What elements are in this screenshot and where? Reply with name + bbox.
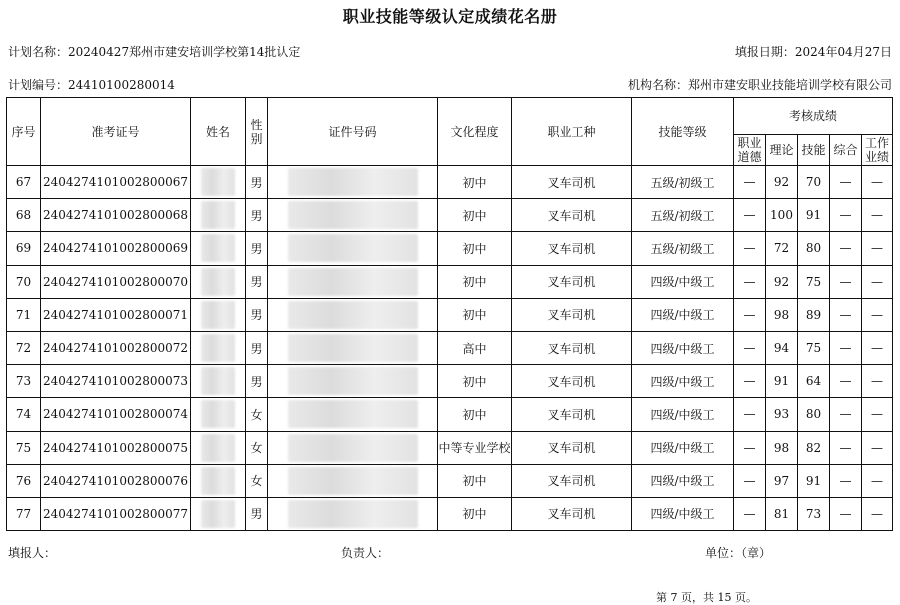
cell-name-redacted xyxy=(191,298,246,331)
cell-exam-no: 2404274101002800067 xyxy=(41,166,191,199)
cell-job: 叉车司机 xyxy=(512,199,632,232)
cell-job: 叉车司机 xyxy=(512,497,632,530)
cell-job: 叉车司机 xyxy=(512,431,632,464)
cell-comprehensive: — xyxy=(830,265,862,298)
header-exam-no: 准考证号 xyxy=(41,98,191,166)
cell-theory: 94 xyxy=(766,331,798,364)
cell-exam-no: 2404274101002800076 xyxy=(41,464,191,497)
cell-level: 四级/中级工 xyxy=(632,398,734,431)
header-level: 技能等级 xyxy=(632,98,734,166)
footer-filler: 填报人： xyxy=(8,546,57,560)
table-row xyxy=(7,398,893,431)
cell-seq: 72 xyxy=(7,331,41,364)
cell-theory: 91 xyxy=(766,365,798,398)
cell-id-redacted xyxy=(268,166,438,199)
redaction-blur xyxy=(288,500,418,528)
cell-education: 初中 xyxy=(438,199,512,232)
header-seq: 序号 xyxy=(7,98,41,166)
cell-skill: 75 xyxy=(798,331,830,364)
redaction-blur xyxy=(201,400,235,428)
cell-performance: — xyxy=(862,464,893,497)
cell-job: 叉车司机 xyxy=(512,331,632,364)
cell-education: 初中 xyxy=(438,365,512,398)
redaction-blur xyxy=(288,467,418,495)
cell-id-redacted xyxy=(268,497,438,530)
table-row xyxy=(7,331,893,364)
cell-performance: — xyxy=(862,199,893,232)
cell-performance: — xyxy=(862,232,893,265)
header-performance: 工作业绩 xyxy=(862,135,893,166)
footer-responsible: 负责人： xyxy=(341,546,390,560)
cell-job: 叉车司机 xyxy=(512,232,632,265)
header-comprehensive: 综合 xyxy=(830,135,862,166)
redaction-blur xyxy=(201,434,235,462)
table-row xyxy=(7,232,893,265)
header-job: 职业工种 xyxy=(512,98,632,166)
cell-exam-no: 2404274101002800077 xyxy=(41,497,191,530)
cell-education: 初中 xyxy=(438,464,512,497)
cell-level: 四级/中级工 xyxy=(632,365,734,398)
cell-ethics: — xyxy=(734,265,766,298)
redaction-blur xyxy=(201,334,235,362)
cell-ethics: — xyxy=(734,166,766,199)
cell-comprehensive: — xyxy=(830,232,862,265)
cell-id-redacted xyxy=(268,464,438,497)
page-indicator: 第 7 页，共 15 页。 xyxy=(656,591,757,604)
cell-name-redacted xyxy=(191,199,246,232)
cell-id-redacted xyxy=(268,199,438,232)
cell-performance: — xyxy=(862,166,893,199)
redaction-blur xyxy=(288,234,418,262)
redaction-blur xyxy=(201,168,235,196)
cell-id-redacted xyxy=(268,298,438,331)
table-row xyxy=(7,199,893,232)
redaction-blur xyxy=(201,467,235,495)
cell-ethics: — xyxy=(734,464,766,497)
cell-seq: 74 xyxy=(7,398,41,431)
cell-skill: 80 xyxy=(798,398,830,431)
cell-education: 初中 xyxy=(438,166,512,199)
cell-job: 叉车司机 xyxy=(512,365,632,398)
cell-skill: 91 xyxy=(798,199,830,232)
header-education: 文化程度 xyxy=(438,98,512,166)
score-roster-table xyxy=(6,97,893,531)
cell-education: 初中 xyxy=(438,298,512,331)
cell-gender: 女 xyxy=(246,398,268,431)
cell-skill: 73 xyxy=(798,497,830,530)
cell-skill: 80 xyxy=(798,232,830,265)
cell-level: 五级/初级工 xyxy=(632,166,734,199)
redaction-blur xyxy=(201,268,235,296)
table-row xyxy=(7,365,893,398)
cell-theory: 93 xyxy=(766,398,798,431)
cell-education: 初中 xyxy=(438,497,512,530)
cell-gender: 男 xyxy=(246,298,268,331)
cell-education: 初中 xyxy=(438,232,512,265)
cell-performance: — xyxy=(862,331,893,364)
cell-comprehensive: — xyxy=(830,365,862,398)
header-gender: 性别 xyxy=(246,98,268,166)
redaction-blur xyxy=(288,201,418,229)
cell-seq: 76 xyxy=(7,464,41,497)
cell-seq: 68 xyxy=(7,199,41,232)
cell-id-redacted xyxy=(268,398,438,431)
cell-exam-no: 2404274101002800068 xyxy=(41,199,191,232)
cell-seq: 75 xyxy=(7,431,41,464)
cell-exam-no: 2404274101002800075 xyxy=(41,431,191,464)
cell-ethics: — xyxy=(734,331,766,364)
redaction-blur xyxy=(288,334,418,362)
cell-name-redacted xyxy=(191,265,246,298)
header-name: 姓名 xyxy=(191,98,246,166)
cell-theory: 100 xyxy=(766,199,798,232)
cell-seq: 71 xyxy=(7,298,41,331)
plan-name: 计划名称：20240427郑州市建安培训学校第14批认定 xyxy=(8,45,301,59)
cell-exam-no: 2404274101002800071 xyxy=(41,298,191,331)
cell-seq: 77 xyxy=(7,497,41,530)
cell-comprehensive: — xyxy=(830,331,862,364)
header-id-no: 证件号码 xyxy=(268,98,438,166)
cell-comprehensive: — xyxy=(830,497,862,530)
cell-skill: 75 xyxy=(798,265,830,298)
cell-ethics: — xyxy=(734,365,766,398)
redaction-blur xyxy=(288,168,418,196)
cell-gender: 男 xyxy=(246,199,268,232)
redaction-blur xyxy=(288,400,418,428)
cell-exam-no: 2404274101002800069 xyxy=(41,232,191,265)
fill-date: 填报日期：2024年04月27日 xyxy=(734,45,892,59)
cell-id-redacted xyxy=(268,365,438,398)
cell-theory: 98 xyxy=(766,431,798,464)
redaction-blur xyxy=(288,367,418,395)
cell-exam-no: 2404274101002800070 xyxy=(41,265,191,298)
cell-skill: 70 xyxy=(798,166,830,199)
cell-ethics: — xyxy=(734,232,766,265)
cell-name-redacted xyxy=(191,331,246,364)
redaction-blur xyxy=(201,201,235,229)
cell-theory: 81 xyxy=(766,497,798,530)
cell-job: 叉车司机 xyxy=(512,464,632,497)
cell-name-redacted xyxy=(191,464,246,497)
cell-skill: 89 xyxy=(798,298,830,331)
table-row xyxy=(7,497,893,530)
redaction-blur xyxy=(201,234,235,262)
cell-id-redacted xyxy=(268,232,438,265)
cell-ethics: — xyxy=(734,298,766,331)
redaction-blur xyxy=(201,367,235,395)
cell-seq: 67 xyxy=(7,166,41,199)
header-skill: 技能 xyxy=(798,135,830,166)
cell-education: 初中 xyxy=(438,398,512,431)
cell-gender: 男 xyxy=(246,232,268,265)
table-row xyxy=(7,431,893,464)
cell-ethics: — xyxy=(734,497,766,530)
header-ethics: 职业道德 xyxy=(734,135,766,166)
cell-performance: — xyxy=(862,265,893,298)
cell-theory: 98 xyxy=(766,298,798,331)
cell-education: 高中 xyxy=(438,331,512,364)
cell-ethics: — xyxy=(734,431,766,464)
cell-level: 五级/初级工 xyxy=(632,199,734,232)
cell-skill: 64 xyxy=(798,365,830,398)
cell-name-redacted xyxy=(191,398,246,431)
cell-gender: 男 xyxy=(246,331,268,364)
cell-gender: 男 xyxy=(246,166,268,199)
cell-seq: 70 xyxy=(7,265,41,298)
cell-exam-no: 2404274101002800072 xyxy=(41,331,191,364)
cell-gender: 男 xyxy=(246,265,268,298)
cell-theory: 92 xyxy=(766,265,798,298)
cell-performance: — xyxy=(862,398,893,431)
table-row xyxy=(7,265,893,298)
cell-job: 叉车司机 xyxy=(512,166,632,199)
cell-job: 叉车司机 xyxy=(512,298,632,331)
cell-level: 四级/中级工 xyxy=(632,431,734,464)
footer-unit: 单位：（章） xyxy=(705,546,772,560)
cell-theory: 92 xyxy=(766,166,798,199)
cell-performance: — xyxy=(862,365,893,398)
cell-level: 四级/中级工 xyxy=(632,265,734,298)
cell-name-redacted xyxy=(191,232,246,265)
cell-performance: — xyxy=(862,497,893,530)
cell-ethics: — xyxy=(734,199,766,232)
cell-education: 中等专业学校 xyxy=(438,431,512,464)
cell-theory: 72 xyxy=(766,232,798,265)
cell-seq: 69 xyxy=(7,232,41,265)
cell-comprehensive: — xyxy=(830,298,862,331)
redaction-blur xyxy=(201,301,235,329)
plan-number: 计划编号：24410100280014 xyxy=(8,78,175,92)
cell-gender: 男 xyxy=(246,365,268,398)
header-scores-group: 考核成绩 xyxy=(734,98,893,135)
cell-gender: 女 xyxy=(246,464,268,497)
cell-exam-no: 2404274101002800073 xyxy=(41,365,191,398)
cell-comprehensive: — xyxy=(830,166,862,199)
header-theory: 理论 xyxy=(766,135,798,166)
cell-exam-no: 2404274101002800074 xyxy=(41,398,191,431)
cell-theory: 97 xyxy=(766,464,798,497)
cell-comprehensive: — xyxy=(830,464,862,497)
cell-gender: 女 xyxy=(246,431,268,464)
cell-id-redacted xyxy=(268,331,438,364)
cell-skill: 82 xyxy=(798,431,830,464)
cell-id-redacted xyxy=(268,431,438,464)
cell-name-redacted xyxy=(191,497,246,530)
redaction-blur xyxy=(288,268,418,296)
cell-job: 叉车司机 xyxy=(512,265,632,298)
document-title: 职业技能等级认定成绩花名册 xyxy=(342,7,558,26)
cell-level: 四级/中级工 xyxy=(632,464,734,497)
cell-job: 叉车司机 xyxy=(512,398,632,431)
redaction-blur xyxy=(288,434,418,462)
cell-skill: 91 xyxy=(798,464,830,497)
cell-name-redacted xyxy=(191,431,246,464)
table-row xyxy=(7,298,893,331)
cell-id-redacted xyxy=(268,265,438,298)
table-row xyxy=(7,166,893,199)
cell-comprehensive: — xyxy=(830,398,862,431)
cell-level: 五级/初级工 xyxy=(632,232,734,265)
cell-level: 四级/中级工 xyxy=(632,298,734,331)
cell-level: 四级/中级工 xyxy=(632,497,734,530)
redaction-blur xyxy=(288,301,418,329)
cell-performance: — xyxy=(862,431,893,464)
cell-gender: 男 xyxy=(246,497,268,530)
cell-comprehensive: — xyxy=(830,199,862,232)
cell-ethics: — xyxy=(734,398,766,431)
cell-level: 四级/中级工 xyxy=(632,331,734,364)
cell-name-redacted xyxy=(191,365,246,398)
cell-name-redacted xyxy=(191,166,246,199)
cell-comprehensive: — xyxy=(830,431,862,464)
cell-performance: — xyxy=(862,298,893,331)
table-row xyxy=(7,464,893,497)
organization-name: 机构名称：郑州市建安职业技能培训学校有限公司 xyxy=(627,78,892,92)
cell-seq: 73 xyxy=(7,365,41,398)
cell-education: 初中 xyxy=(438,265,512,298)
redaction-blur xyxy=(201,500,235,528)
